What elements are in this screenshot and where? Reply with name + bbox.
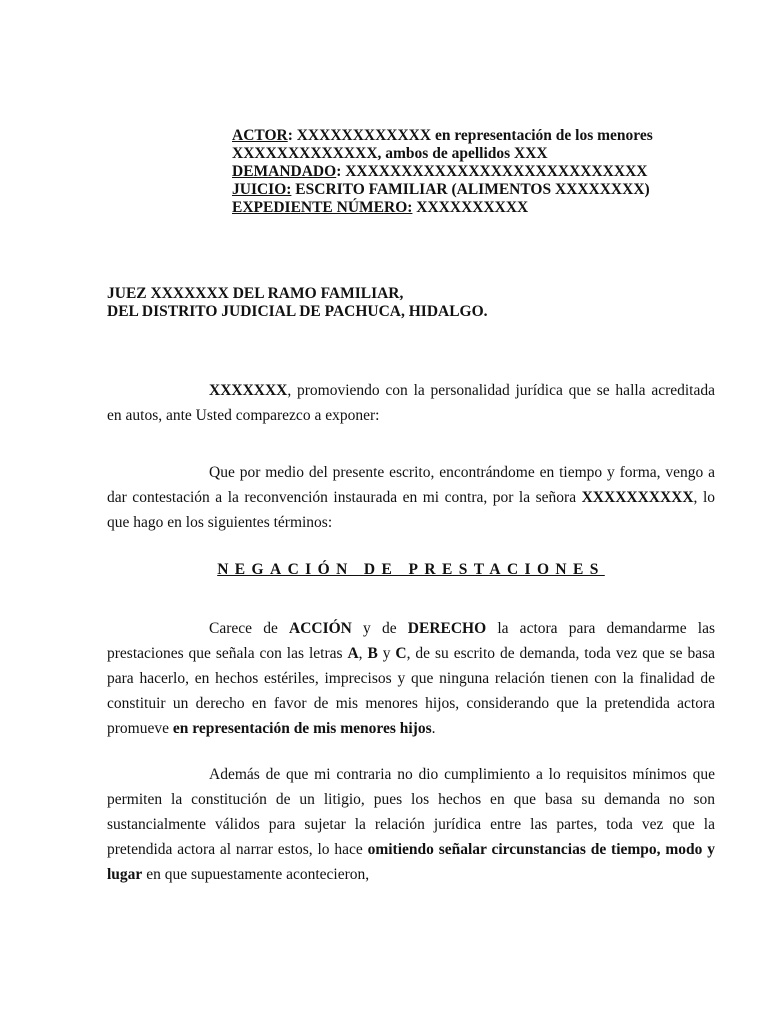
text-segment: y de	[351, 620, 408, 637]
paragraph-carece	[107, 616, 715, 741]
text-segment: .	[431, 720, 436, 737]
bold-accion: ACCIÓN	[289, 620, 352, 637]
demandado-label: DEMANDADO	[232, 163, 337, 180]
demandado-line	[232, 163, 653, 181]
juicio-text: ESCRITO FAMILIAR (ALIMENTOS XXXXXXXX)	[291, 181, 650, 198]
paragraph-intro	[107, 378, 715, 428]
actor-text: : XXXXXXXXXXXX en representación de los menores	[287, 127, 653, 144]
text-segment: , de su escrito de demanda, toda vez que se basa para hacerlo, en hechos estériles, imprecisos y que ninguna relación tienen con la finalidad de constituir un derecho en favor de mis menores hijos, considerando que la pretendida actora promueve	[107, 645, 715, 737]
bold-omitiendo: omitiendo señalar circunstancias de tiempo, modo y lugar	[107, 841, 715, 883]
actor-line	[232, 127, 653, 145]
demandado-text: : XXXXXXXXXXXXXXXXXXXXXXXXXXX	[336, 163, 648, 180]
address-line-2: DEL DISTRITO JUDICIAL DE PACHUCA, HIDALGO.	[107, 303, 488, 320]
text-segment: y	[377, 645, 396, 662]
bold-derecho: DERECHO	[407, 620, 487, 637]
paragraph-intro-text: , promoviendo con la personalidad jurídica que se halla acreditada en autos, ante Usted comparezco a exponer:	[107, 382, 715, 424]
expediente-label: EXPEDIENTE NÚMERO:	[232, 199, 413, 216]
juicio-label: JUICIO:	[232, 181, 292, 198]
juicio-line	[232, 181, 653, 199]
bold-letter-c: C	[395, 645, 407, 662]
paragraph-contestacion	[107, 460, 715, 535]
paragraph-ademas	[107, 762, 715, 887]
section-title: NEGACIÓN DE PRESTACIONES	[217, 561, 605, 578]
judge-address	[107, 285, 488, 321]
bold-representacion: en representación de mis menores hijos	[172, 720, 432, 737]
senora-name: XXXXXXXXXX	[581, 489, 694, 506]
bold-letter-a: A	[347, 645, 359, 662]
bold-letter-b: B	[367, 645, 378, 662]
expediente-line	[232, 199, 653, 217]
text-segment: Carece de	[209, 620, 289, 637]
case-header	[232, 127, 653, 217]
expediente-text: XXXXXXXXXX	[412, 199, 529, 216]
text-segment: la actora para demandarme las prestaciones que señala con las letras	[107, 620, 715, 662]
paragraph-contestacion-text-2: , lo que hago en los siguientes términos:	[107, 489, 715, 531]
address-line-1: JUEZ XXXXXXX DEL RAMO FAMILIAR,	[107, 285, 404, 302]
actor-label: ACTOR	[232, 127, 288, 144]
text-segment: en que supuestamente acontecieron,	[142, 866, 370, 883]
promovente-name: XXXXXXX	[209, 382, 288, 399]
text-segment: ,	[358, 645, 368, 662]
text-segment: Además de que mi contraria no dio cumplimiento a lo requisitos mínimos que permiten la constitución de un litigio, pues los hechos en que basa su demanda no son sustancialmente válidos para sujetar la relación jurídica entre las partes, toda vez que la pretendida actora al narrar estos, lo hace	[107, 766, 715, 858]
actor-line-2: XXXXXXXXXXXXX, ambos de apellidos XXX	[232, 145, 548, 162]
paragraph-contestacion-text-1: Que por medio del presente escrito, encontrándome en tiempo y forma, vengo a dar contestación a la reconvención instaurada en mi contra, por la señora	[107, 464, 715, 506]
